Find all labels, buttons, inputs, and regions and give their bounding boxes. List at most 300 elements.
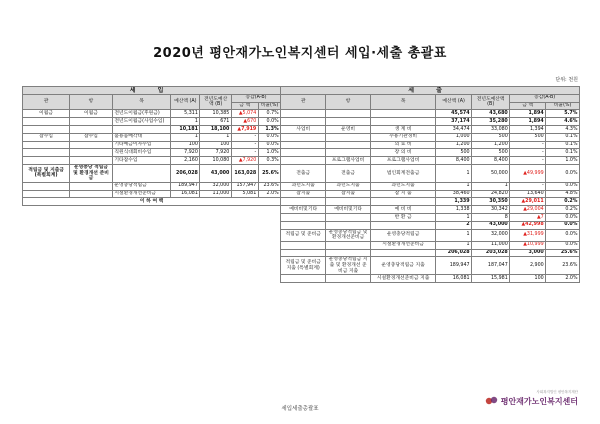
expense-cell bbox=[281, 133, 326, 141]
income-empty-cell bbox=[171, 206, 200, 214]
income-empty-cell bbox=[23, 206, 70, 214]
table-row bbox=[23, 229, 580, 241]
income-empty-cell bbox=[112, 241, 170, 249]
income-empty-cell bbox=[70, 257, 113, 275]
logo-icon bbox=[485, 395, 499, 407]
income-empty-cell bbox=[231, 221, 258, 229]
income-cell: - bbox=[231, 133, 258, 141]
expense-cell: 203,028 bbox=[472, 249, 510, 257]
expense-cell: 1,394 bbox=[510, 125, 546, 133]
income-cell: 163,028 bbox=[231, 164, 258, 182]
expense-cell: 33,080 bbox=[472, 125, 510, 133]
income-empty-cell bbox=[112, 257, 170, 275]
expense-cell: ▲7 bbox=[510, 213, 546, 221]
expense-cell: 0.1% bbox=[546, 141, 580, 149]
expense-cell bbox=[281, 221, 326, 229]
expense-cell: 잡지출 bbox=[326, 190, 371, 198]
logo-name: 평안재가노인복지센터 bbox=[500, 396, 578, 406]
col-amount: 금 액 bbox=[231, 102, 258, 110]
income-cell: ▲7,920 bbox=[231, 157, 258, 165]
income-cell: 100 bbox=[200, 141, 231, 149]
table-row bbox=[23, 182, 580, 190]
income-cell: 5,311 bbox=[171, 110, 200, 118]
expense-cell bbox=[326, 118, 371, 126]
income-cell bbox=[70, 182, 113, 190]
income-empty-cell bbox=[200, 229, 231, 241]
expense-header: 세 출 bbox=[281, 87, 580, 95]
income-cell: 5,081 bbox=[231, 190, 258, 198]
expense-cell bbox=[326, 275, 371, 283]
expense-cell: 운영비 bbox=[326, 125, 371, 133]
expense-cell bbox=[281, 149, 326, 157]
income-empty-cell bbox=[258, 206, 280, 214]
income-cell: 1.3% bbox=[258, 125, 280, 133]
budget-summary-table bbox=[22, 86, 580, 283]
expense-cell: 0.2% bbox=[546, 206, 580, 214]
expense-cell: - bbox=[510, 157, 546, 165]
income-cell: 671 bbox=[200, 118, 231, 126]
expense-cell: 의 료 비 bbox=[371, 141, 436, 149]
table-row bbox=[23, 275, 580, 283]
expense-cell: 4.3% bbox=[546, 125, 580, 133]
income-empty-cell bbox=[200, 213, 231, 221]
col-diff: 증감(A-B) bbox=[231, 94, 280, 102]
table-row bbox=[23, 110, 580, 118]
income-empty-cell bbox=[112, 275, 170, 283]
expense-cell: 32,000 bbox=[472, 229, 510, 241]
expense-cell: 100 bbox=[510, 275, 546, 283]
table-row bbox=[23, 190, 580, 198]
expense-cell: 0.0% bbox=[546, 182, 580, 190]
expense-cell: 0.0% bbox=[546, 241, 580, 249]
income-empty-cell bbox=[171, 213, 200, 221]
expense-cell: 예비비및기타 bbox=[281, 206, 326, 214]
expense-cell: - bbox=[510, 141, 546, 149]
table-row bbox=[23, 149, 580, 157]
income-cell: 1 bbox=[200, 133, 231, 141]
col-mok-exp: 목 bbox=[371, 94, 436, 110]
table-row bbox=[23, 141, 580, 149]
income-cell: 시설환경개선준비금 bbox=[112, 190, 170, 198]
income-empty-cell bbox=[200, 257, 231, 275]
expense-cell: 206,028 bbox=[436, 249, 472, 257]
expense-cell: 3,000 bbox=[510, 249, 546, 257]
expense-cell: 수용기관경비 bbox=[371, 133, 436, 141]
expense-cell: 2.0% bbox=[546, 275, 580, 283]
income-empty-cell bbox=[231, 275, 258, 283]
table-row bbox=[23, 257, 580, 275]
expense-cell: 0.0% bbox=[546, 213, 580, 221]
income-empty-cell bbox=[200, 249, 231, 257]
expense-cell bbox=[326, 198, 371, 206]
income-cell: 운영충당 적립금 및 환경개선 준비금 bbox=[70, 164, 113, 182]
footer-text: 세입세출총괄표 bbox=[281, 406, 319, 412]
col-gwan: 관 bbox=[23, 94, 70, 110]
income-cell bbox=[70, 118, 113, 126]
expense-cell: 1 bbox=[436, 241, 472, 249]
expense-cell: 24,820 bbox=[472, 190, 510, 198]
expense-cell bbox=[371, 118, 436, 126]
expense-cell: 1,894 bbox=[510, 110, 546, 118]
income-empty-cell bbox=[112, 229, 170, 241]
income-empty-cell bbox=[258, 241, 280, 249]
expense-cell: 43,680 bbox=[472, 110, 510, 118]
income-cell: ▲670 bbox=[231, 118, 258, 126]
expense-cell bbox=[326, 141, 371, 149]
expense-cell: 0.0% bbox=[546, 221, 580, 229]
col-diff-exp: 증감(A-B) bbox=[510, 94, 580, 102]
expense-cell: 과년도지출 bbox=[371, 182, 436, 190]
expense-cell: 43,000 bbox=[472, 221, 510, 229]
income-empty-cell bbox=[258, 221, 280, 229]
blank-below-note: 이 하 여 백 bbox=[23, 198, 281, 206]
expense-cell bbox=[281, 141, 326, 149]
income-empty-cell bbox=[70, 213, 113, 221]
expense-cell: 1 bbox=[436, 182, 472, 190]
income-cell: ▲7,919 bbox=[231, 125, 258, 133]
income-empty-cell bbox=[112, 221, 170, 229]
expense-cell: 0.2% bbox=[546, 198, 580, 206]
expense-cell: 1 bbox=[436, 213, 472, 221]
income-empty-cell bbox=[258, 257, 280, 275]
expense-cell: - bbox=[510, 149, 546, 157]
income-cell bbox=[23, 182, 70, 190]
logo-subtitle: 사회복지법인 평안복지재단 bbox=[536, 390, 578, 394]
income-cell: 206,028 bbox=[171, 164, 200, 182]
table-row bbox=[23, 133, 580, 141]
expense-cell: 프로그램사업비 bbox=[371, 157, 436, 165]
col-hang-exp: 항 bbox=[326, 94, 371, 110]
income-cell bbox=[112, 125, 170, 133]
expense-cell bbox=[371, 249, 436, 257]
income-cell bbox=[70, 141, 113, 149]
expense-cell: 8,400 bbox=[472, 157, 510, 165]
table-row bbox=[23, 206, 580, 214]
expense-cell: 500 bbox=[436, 149, 472, 157]
income-cell: 0.7% bbox=[258, 110, 280, 118]
income-empty-cell bbox=[112, 249, 170, 257]
expense-cell: 1,200 bbox=[436, 141, 472, 149]
income-cell: 이월금 bbox=[70, 110, 113, 118]
expense-cell: ▲29,004 bbox=[510, 206, 546, 214]
income-cell: - bbox=[231, 141, 258, 149]
col-budget-a: 예산액 (A) bbox=[171, 94, 200, 110]
expense-cell: 사업비 bbox=[281, 125, 326, 133]
income-empty-cell bbox=[70, 206, 113, 214]
income-header: 세 입 bbox=[23, 87, 281, 95]
unit-label: 단위: 천원 bbox=[555, 77, 578, 83]
expense-cell: 37,174 bbox=[436, 118, 472, 126]
expense-cell bbox=[281, 241, 326, 249]
expense-cell bbox=[281, 249, 326, 257]
expense-cell: 23.6% bbox=[546, 257, 580, 275]
expense-cell: ▲42,998 bbox=[510, 221, 546, 229]
income-cell: 11,000 bbox=[200, 190, 231, 198]
income-cell: 불용품매각대 bbox=[112, 133, 170, 141]
income-empty-cell bbox=[258, 213, 280, 221]
income-cell: 적립금 및 지출금 (특별회계) bbox=[23, 164, 70, 182]
expense-cell: 8 bbox=[472, 213, 510, 221]
header-row-1 bbox=[23, 87, 580, 95]
expense-cell bbox=[326, 213, 371, 221]
table-row bbox=[23, 125, 580, 133]
income-empty-cell bbox=[231, 229, 258, 241]
expense-cell: 0.1% bbox=[546, 133, 580, 141]
header-row-2 bbox=[23, 94, 580, 102]
table-row bbox=[23, 164, 580, 182]
income-cell: 100 bbox=[171, 141, 200, 149]
expense-cell: 13,640 bbox=[510, 190, 546, 198]
income-cell: 0.0% bbox=[258, 133, 280, 141]
expense-cell: 2,900 bbox=[510, 257, 546, 275]
income-cell bbox=[23, 125, 70, 133]
income-cell: 전년도이월금(후원금) bbox=[112, 110, 170, 118]
expense-cell: 500 bbox=[472, 149, 510, 157]
expense-cell: 운영충당적립금 지출 bbox=[371, 257, 436, 275]
expense-cell: 운영충당적립금 bbox=[371, 229, 436, 241]
expense-cell: 0.1% bbox=[546, 149, 580, 157]
expense-cell: 8,400 bbox=[436, 157, 472, 165]
expense-cell: 45,574 bbox=[436, 110, 472, 118]
expense-cell: ▲31,999 bbox=[510, 229, 546, 241]
expense-cell: 반 환 금 bbox=[371, 213, 436, 221]
income-empty-cell bbox=[231, 206, 258, 214]
expense-cell: 1 bbox=[436, 164, 472, 182]
expense-cell: 적립금 및 준비금 bbox=[281, 229, 326, 241]
expense-cell: 잡지출 bbox=[281, 190, 326, 198]
expense-cell: 500 bbox=[472, 133, 510, 141]
income-cell: 7,920 bbox=[171, 149, 200, 157]
income-cell: 1.0% bbox=[258, 149, 280, 157]
expense-cell bbox=[326, 241, 371, 249]
income-empty-cell bbox=[70, 275, 113, 283]
income-cell: 전년도이월금(사업수입) bbox=[112, 118, 170, 126]
expense-cell: 0.0% bbox=[546, 229, 580, 241]
table-row bbox=[23, 241, 580, 249]
income-empty-cell bbox=[200, 275, 231, 283]
income-empty-cell bbox=[171, 229, 200, 241]
expense-cell: 과년도지출 bbox=[326, 182, 371, 190]
expense-cell: 장 의 비 bbox=[371, 149, 436, 157]
income-cell: 43,000 bbox=[200, 164, 231, 182]
expense-cell: 1 bbox=[472, 182, 510, 190]
expense-cell: 30,342 bbox=[472, 206, 510, 214]
expense-cell: 5.7% bbox=[546, 110, 580, 118]
income-empty-cell bbox=[23, 241, 70, 249]
income-cell: 기타잡수입 bbox=[112, 157, 170, 165]
income-cell: 이월금 bbox=[23, 110, 70, 118]
table-row bbox=[23, 221, 580, 229]
col-ratio: 비율(%) bbox=[258, 102, 280, 110]
income-empty-cell bbox=[200, 221, 231, 229]
income-cell: 0.0% bbox=[258, 141, 280, 149]
expense-cell: 1,339 bbox=[436, 198, 472, 206]
expense-cell: 적립금 및 준비금 지출 (특별회계) bbox=[281, 257, 326, 275]
expense-cell: 1,338 bbox=[436, 206, 472, 214]
logo bbox=[485, 395, 578, 407]
expense-cell: - bbox=[510, 182, 546, 190]
expense-cell: 프로그램사업비 bbox=[326, 157, 371, 165]
expense-cell: 1,000 bbox=[436, 133, 472, 141]
page-title: 2020년 평안재가노인복지센터 세입·세출 총괄표 bbox=[153, 46, 447, 61]
expense-cell: 16,081 bbox=[436, 275, 472, 283]
expense-cell: 38,460 bbox=[436, 190, 472, 198]
expense-cell: 운영충당적립금 지 출 및 환경개선 준 비금 지출 bbox=[326, 257, 371, 275]
expense-cell bbox=[371, 221, 436, 229]
expense-cell bbox=[281, 275, 326, 283]
expense-cell: 예 비 비 bbox=[371, 206, 436, 214]
income-cell bbox=[23, 157, 70, 165]
income-empty-cell bbox=[70, 229, 113, 241]
income-empty-cell bbox=[23, 257, 70, 275]
income-empty-cell bbox=[70, 221, 113, 229]
table-row bbox=[23, 157, 580, 165]
expense-cell: 1,200 bbox=[472, 141, 510, 149]
income-cell: 기타예금이자수입 bbox=[112, 141, 170, 149]
col-amount-exp: 금 액 bbox=[510, 102, 546, 110]
expense-cell: 시설환경개선준비금 지출 bbox=[371, 275, 436, 283]
expense-cell: 1 bbox=[436, 229, 472, 241]
expense-cell: 30,350 bbox=[472, 198, 510, 206]
income-empty-cell bbox=[258, 275, 280, 283]
expense-cell: 15,981 bbox=[472, 275, 510, 283]
col-hang: 항 bbox=[70, 94, 113, 110]
expense-cell: 과년도지출 bbox=[281, 182, 326, 190]
expense-cell: 11,000 bbox=[472, 241, 510, 249]
income-cell: 25.6% bbox=[258, 164, 280, 182]
income-cell bbox=[112, 164, 170, 182]
income-empty-cell bbox=[112, 206, 170, 214]
income-cell: 0.0% bbox=[258, 118, 280, 126]
income-empty-cell bbox=[171, 221, 200, 229]
income-empty-cell bbox=[70, 241, 113, 249]
expense-cell: 예비비및기타 bbox=[326, 206, 371, 214]
income-cell: 잡수입 bbox=[23, 133, 70, 141]
expense-cell: 운영충당적립금 및 환경개선준비금 bbox=[326, 229, 371, 241]
income-cell: ▲5,074 bbox=[231, 110, 258, 118]
income-empty-cell bbox=[171, 275, 200, 283]
income-empty-cell bbox=[171, 257, 200, 275]
income-empty-cell bbox=[200, 206, 231, 214]
expense-cell: 시설환경개선준비금 bbox=[371, 241, 436, 249]
income-cell: - bbox=[231, 149, 258, 157]
income-empty-cell bbox=[231, 257, 258, 275]
expense-cell: 34,474 bbox=[436, 125, 472, 133]
income-cell: 10,181 bbox=[171, 125, 200, 133]
expense-cell: ▲49,999 bbox=[510, 164, 546, 182]
expense-cell: 1,894 bbox=[510, 118, 546, 126]
expense-cell: 187,047 bbox=[472, 257, 510, 275]
income-cell bbox=[23, 149, 70, 157]
expense-cell bbox=[326, 221, 371, 229]
income-cell: 2.0% bbox=[258, 190, 280, 198]
income-empty-cell bbox=[23, 275, 70, 283]
expense-cell: 4.8% bbox=[546, 190, 580, 198]
expense-cell bbox=[281, 198, 326, 206]
income-cell bbox=[70, 125, 113, 133]
income-cell: 18,100 bbox=[200, 125, 231, 133]
income-empty-cell bbox=[231, 241, 258, 249]
table-row bbox=[23, 213, 580, 221]
income-empty-cell bbox=[231, 249, 258, 257]
income-cell bbox=[70, 190, 113, 198]
expense-cell bbox=[371, 198, 436, 206]
income-cell bbox=[23, 118, 70, 126]
income-empty-cell bbox=[112, 213, 170, 221]
income-empty-cell bbox=[171, 249, 200, 257]
expense-cell: 35,280 bbox=[472, 118, 510, 126]
col-gwan-exp: 관 bbox=[281, 94, 326, 110]
income-cell: 1 bbox=[171, 118, 200, 126]
col-prev-budget-b-exp: 전년도예산액 (B) bbox=[472, 94, 510, 110]
income-empty-cell bbox=[23, 213, 70, 221]
income-cell: 157,947 bbox=[231, 182, 258, 190]
expense-cell: ▲29,011 bbox=[510, 198, 546, 206]
expense-cell: 0.0% bbox=[546, 164, 580, 182]
income-cell: 7,920 bbox=[200, 149, 231, 157]
income-cell: 0.3% bbox=[258, 157, 280, 165]
income-empty-cell bbox=[23, 221, 70, 229]
expense-cell: 1.0% bbox=[546, 157, 580, 165]
expense-cell: 50,000 bbox=[472, 164, 510, 182]
expense-cell bbox=[281, 118, 326, 126]
expense-cell bbox=[281, 213, 326, 221]
income-cell: 잡수입 bbox=[70, 133, 113, 141]
income-cell: 32,000 bbox=[200, 182, 231, 190]
table-row bbox=[23, 249, 580, 257]
expense-cell: 25.6% bbox=[546, 249, 580, 257]
expense-cell: 잡 지 출 bbox=[371, 190, 436, 198]
expense-cell bbox=[326, 249, 371, 257]
income-empty-cell bbox=[258, 229, 280, 241]
expense-cell: 법인회계전출금 bbox=[371, 164, 436, 182]
expense-cell: 전출금 bbox=[281, 164, 326, 182]
expense-cell bbox=[326, 149, 371, 157]
expense-cell: 생 계 비 bbox=[371, 125, 436, 133]
table-row bbox=[23, 198, 580, 206]
expense-cell bbox=[326, 110, 371, 118]
expense-cell bbox=[371, 110, 436, 118]
expense-cell: 189,947 bbox=[436, 257, 472, 275]
expense-cell bbox=[281, 157, 326, 165]
income-cell bbox=[70, 149, 113, 157]
expense-cell: 전출금 bbox=[326, 164, 371, 182]
income-cell: 2,160 bbox=[171, 157, 200, 165]
income-cell bbox=[23, 141, 70, 149]
expense-cell: ▲10,999 bbox=[510, 241, 546, 249]
table-row bbox=[23, 118, 580, 126]
col-mok: 목 bbox=[112, 94, 170, 110]
income-cell: 10,080 bbox=[200, 157, 231, 165]
income-cell: 1 bbox=[171, 133, 200, 141]
income-empty-cell bbox=[70, 249, 113, 257]
income-cell: 직원식대회비수입 bbox=[112, 149, 170, 157]
col-prev-budget-b: 전년도예산액 (B) bbox=[200, 94, 231, 110]
income-cell: 189,947 bbox=[171, 182, 200, 190]
income-cell: 23.6% bbox=[258, 182, 280, 190]
income-cell: 16,081 bbox=[171, 190, 200, 198]
income-empty-cell bbox=[23, 229, 70, 241]
income-cell: 10,385 bbox=[200, 110, 231, 118]
col-budget-a-exp: 예산액 (A) bbox=[436, 94, 472, 110]
income-cell: 운영충당적립금 bbox=[112, 182, 170, 190]
expense-cell: 2 bbox=[436, 221, 472, 229]
income-empty-cell bbox=[200, 241, 231, 249]
expense-cell: 500 bbox=[510, 133, 546, 141]
expense-cell bbox=[326, 133, 371, 141]
income-cell bbox=[70, 157, 113, 165]
income-empty-cell bbox=[231, 213, 258, 221]
